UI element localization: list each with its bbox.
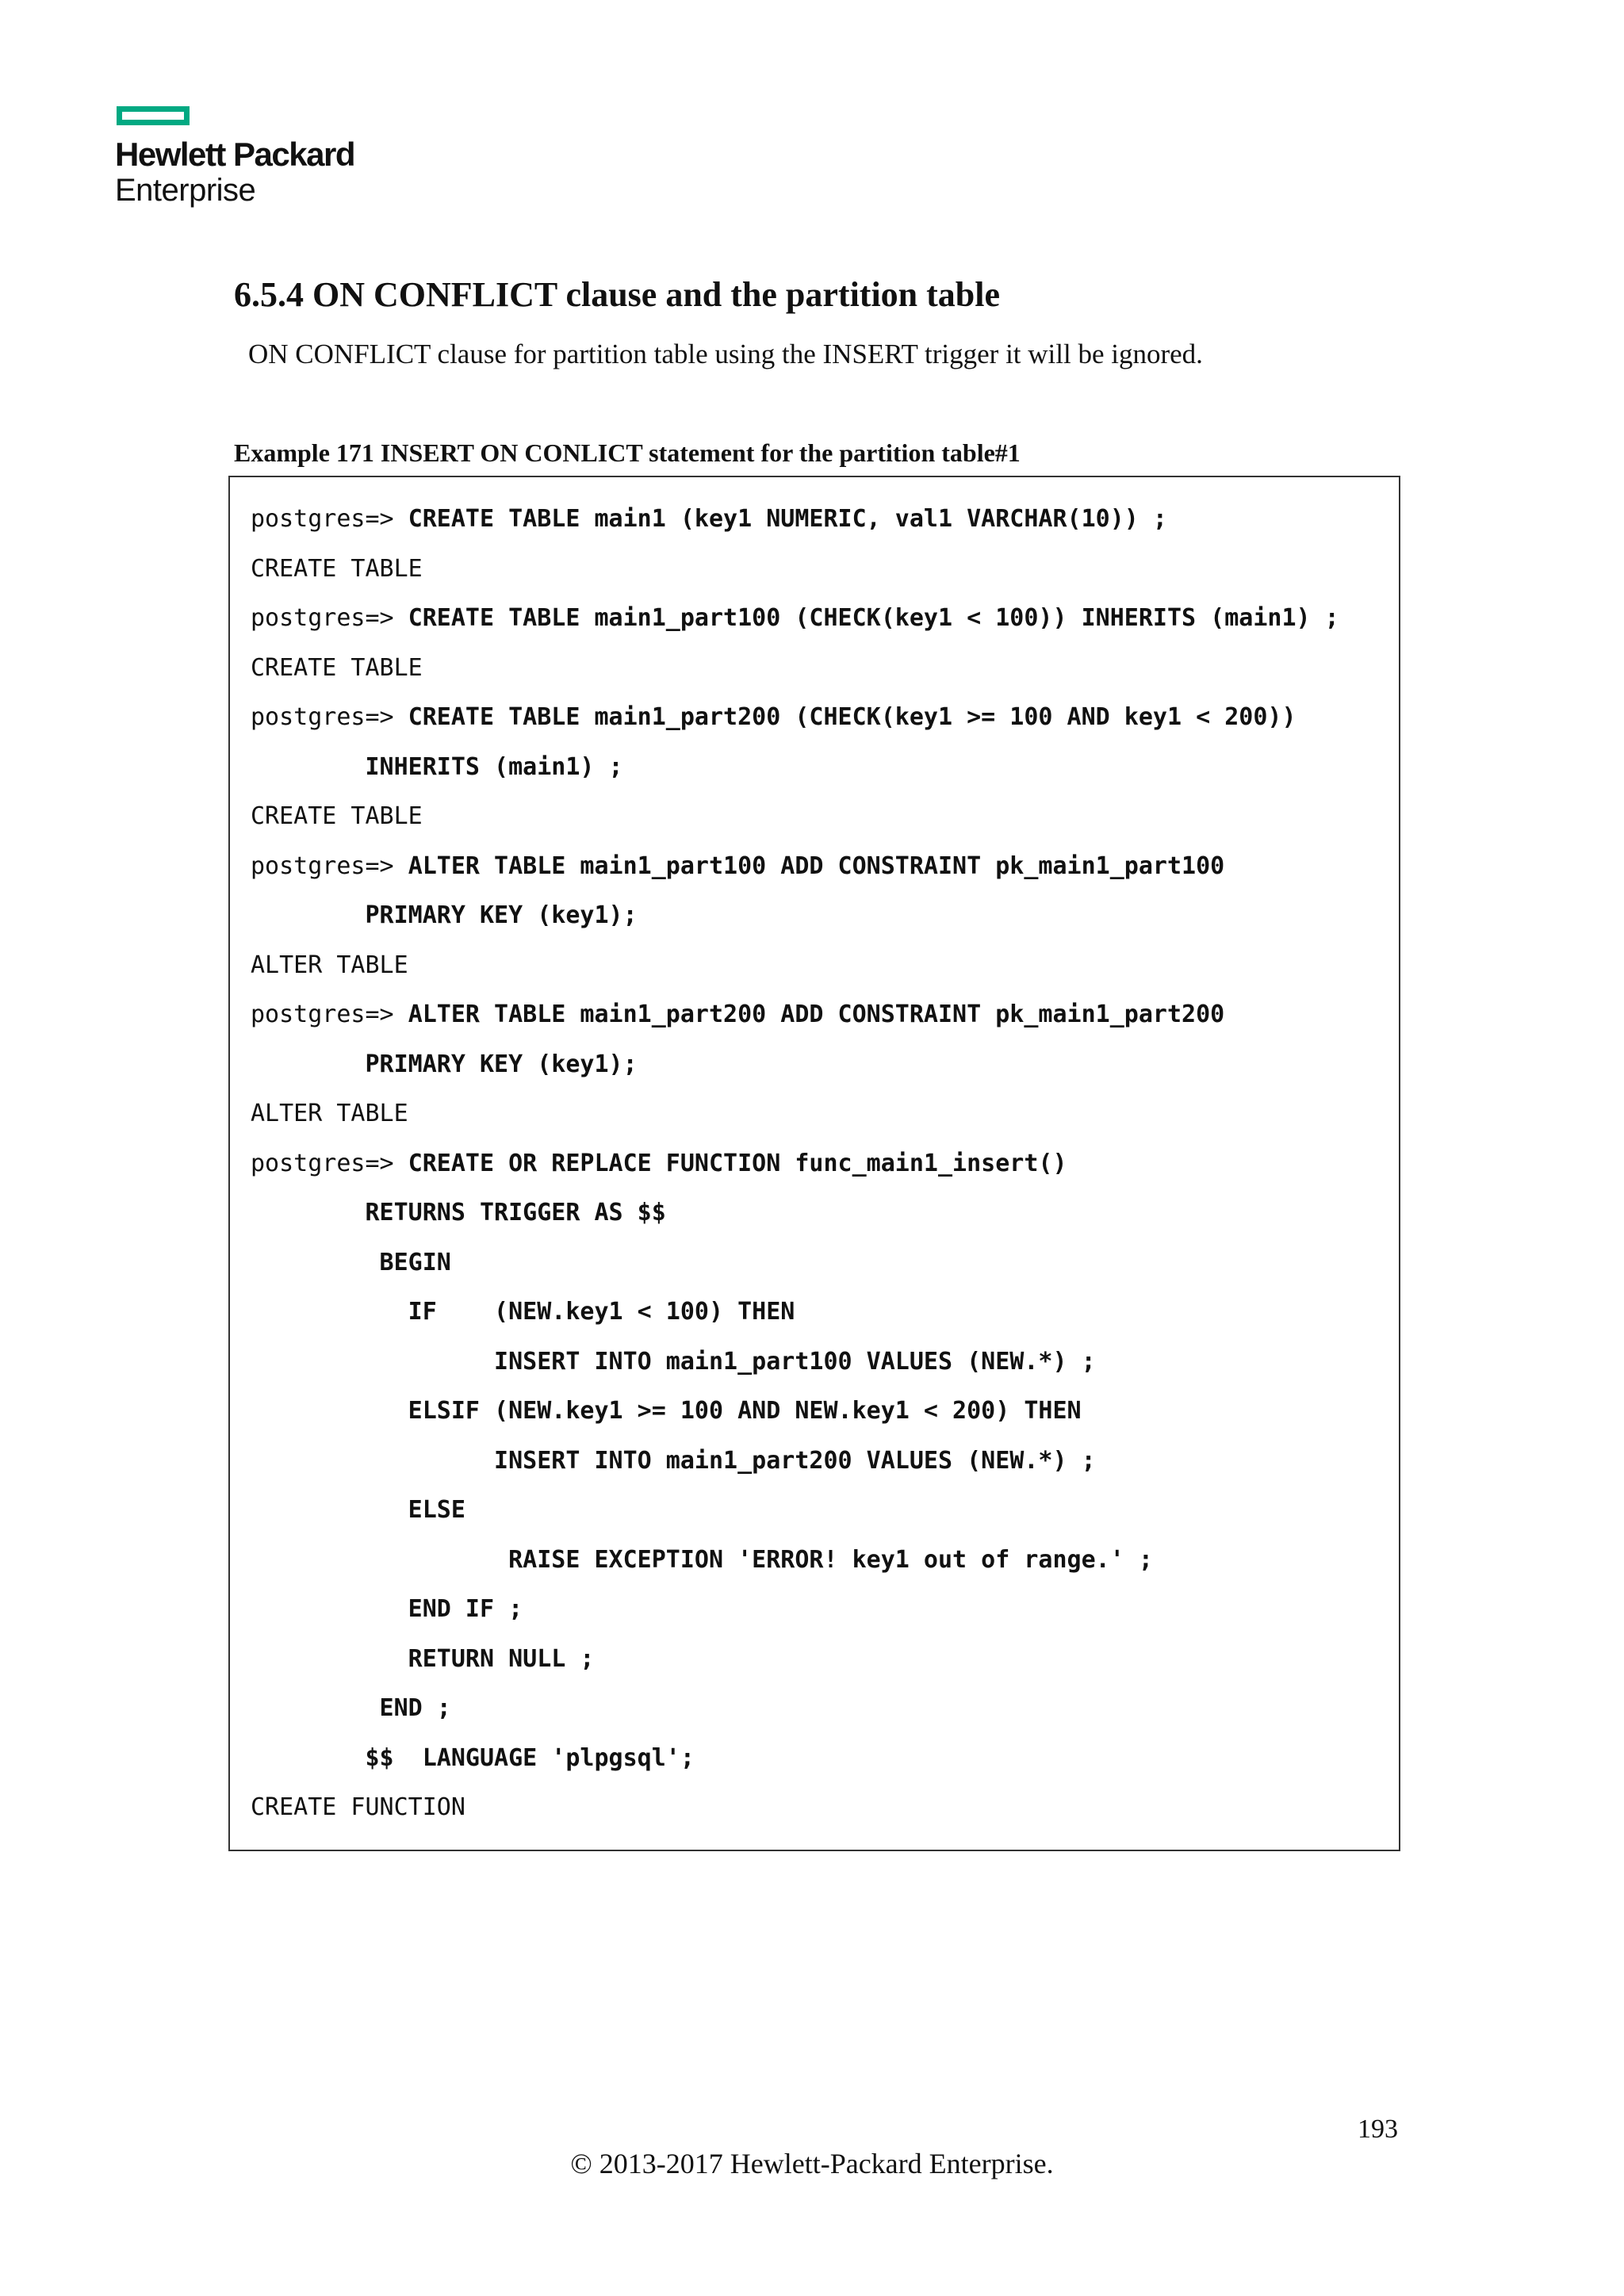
- code-lines: [251, 495, 1383, 1833]
- code-line: [251, 545, 1383, 595]
- code-line: [251, 1536, 1383, 1586]
- code-statement: RAISE EXCEPTION 'ERROR! key1 out of range.' ;: [251, 1545, 1153, 1574]
- example-caption: Example 171 INSERT ON CONLICT statement for the partition table#1: [234, 438, 1021, 467]
- logo-text-line1: Hewlett Packard: [115, 136, 354, 173]
- code-prompt: postgres=>: [251, 703, 408, 731]
- code-prompt: postgres=>: [251, 604, 408, 632]
- code-statement: ALTER TABLE main1_part100 ADD CONSTRAINT pk_main1_part100: [408, 851, 1225, 880]
- code-example-box: [228, 476, 1400, 1851]
- code-statement: RETURN NULL ;: [251, 1644, 595, 1673]
- code-statement: BEGIN: [251, 1248, 451, 1276]
- code-line: [251, 1734, 1383, 1784]
- code-statement: RETURNS TRIGGER AS $$: [251, 1199, 666, 1226]
- code-statement: END IF ;: [251, 1595, 523, 1623]
- code-statement: CREATE TABLE main1 (key1 NUMERIC, val1 VARCHAR(10)) ;: [408, 505, 1167, 533]
- logo-text-line2: Enterprise: [115, 173, 256, 208]
- code-line: [251, 891, 1383, 941]
- code-statement: PRIMARY KEY (key1);: [251, 901, 638, 929]
- code-prompt: postgres=>: [251, 1149, 408, 1177]
- code-line: [251, 1684, 1383, 1734]
- code-line: [251, 1337, 1383, 1387]
- code-line: [251, 1139, 1383, 1189]
- section-intro: ON CONFLICT clause for partition table using the INSERT trigger it will be ignored.: [248, 339, 1203, 369]
- code-statement: CREATE OR REPLACE FUNCTION func_main1_insert(): [408, 1149, 1067, 1177]
- section-title: 6.5.4 ON CONFLICT clause and the partition table: [234, 275, 1001, 314]
- code-line: [251, 792, 1383, 842]
- code-statement: INHERITS (main1) ;: [251, 752, 623, 781]
- code-line: [251, 990, 1383, 1040]
- code-statement: INSERT INTO main1_part100 VALUES (NEW.*) ;: [251, 1347, 1096, 1376]
- code-line: [251, 1040, 1383, 1090]
- code-line: [251, 1783, 1383, 1833]
- code-statement: IF (NEW.key1 < 100) THEN: [251, 1298, 795, 1326]
- code-line: [251, 1585, 1383, 1635]
- code-line: [251, 693, 1383, 743]
- code-prompt: postgres=>: [251, 1001, 408, 1028]
- code-line: [251, 743, 1383, 793]
- code-prompt: CREATE FUNCTION: [251, 1793, 465, 1821]
- hpe-logo-bar-icon: [117, 106, 190, 125]
- code-line: [251, 1486, 1383, 1536]
- code-line: [251, 1238, 1383, 1288]
- code-prompt: postgres=>: [251, 851, 408, 880]
- code-statement: $$ LANGUAGE 'plpgsql';: [251, 1743, 695, 1772]
- code-line: [251, 842, 1383, 892]
- copyright-notice: © 2013-2017 Hewlett-Packard Enterprise.: [570, 2148, 1054, 2179]
- code-line: [251, 644, 1383, 694]
- code-line: [251, 1635, 1383, 1685]
- code-prompt: ALTER TABLE: [251, 1100, 408, 1127]
- code-line: [251, 495, 1383, 545]
- code-statement: PRIMARY KEY (key1);: [251, 1050, 638, 1078]
- code-line: [251, 594, 1383, 644]
- code-line: [251, 1288, 1383, 1337]
- page-number: 193: [1358, 2114, 1398, 2144]
- code-prompt: CREATE TABLE: [251, 554, 423, 583]
- code-line: [251, 1188, 1383, 1238]
- code-line: [251, 1089, 1383, 1139]
- code-statement: CREATE TABLE main1_part100 (CHECK(key1 < 100)) INHERITS (main1) ;: [408, 604, 1339, 632]
- code-prompt: postgres=>: [251, 505, 408, 533]
- code-prompt: ALTER TABLE: [251, 951, 408, 979]
- code-prompt: CREATE TABLE: [251, 653, 423, 682]
- code-line: [251, 1387, 1383, 1437]
- code-statement: INSERT INTO main1_part200 VALUES (NEW.*) ;: [251, 1446, 1096, 1475]
- hpe-logo: [115, 103, 369, 222]
- code-prompt: CREATE TABLE: [251, 802, 423, 830]
- code-statement: ELSE: [251, 1496, 465, 1524]
- code-line: [251, 1437, 1383, 1487]
- code-statement: ALTER TABLE main1_part200 ADD CONSTRAINT pk_main1_part200: [408, 1001, 1225, 1028]
- code-statement: END ;: [251, 1694, 451, 1722]
- code-statement: CREATE TABLE main1_part200 (CHECK(key1 >= 100 AND key1 < 200)): [408, 703, 1297, 731]
- code-statement: ELSIF (NEW.key1 >= 100 AND NEW.key1 < 200) THEN: [251, 1397, 1082, 1425]
- code-line: [251, 941, 1383, 991]
